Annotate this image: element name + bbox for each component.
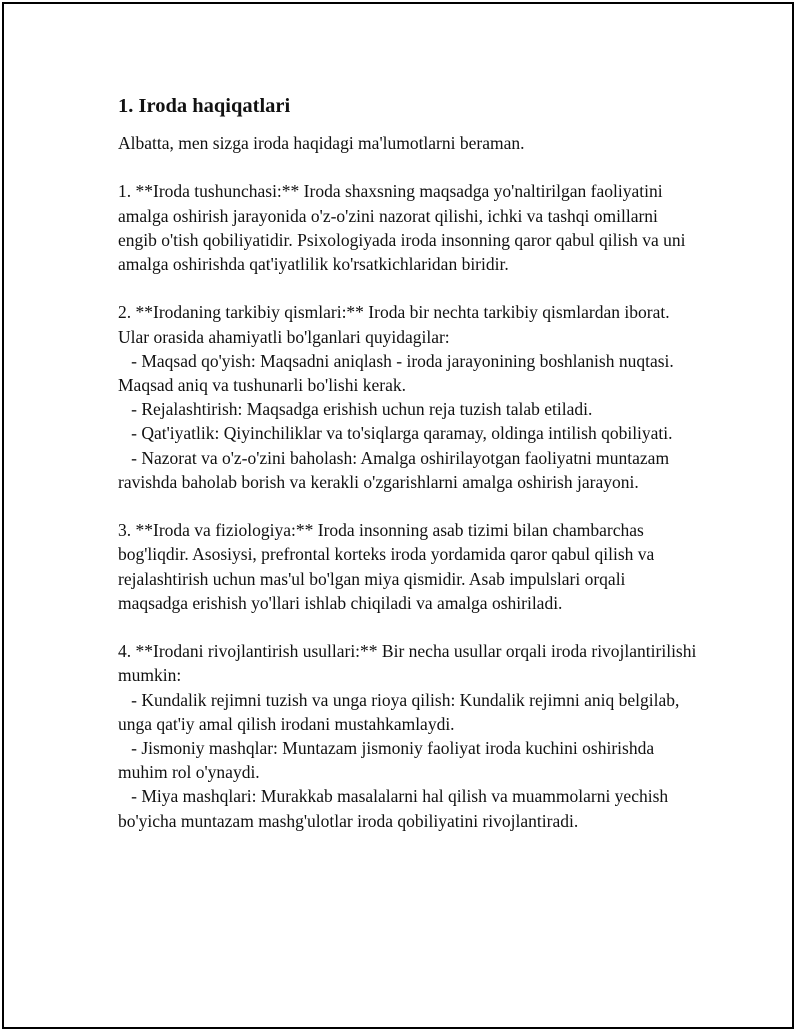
- document-content: [118, 94, 698, 833]
- document-title: 1. Iroda haqiqatlari: [118, 95, 291, 117]
- document-body-text: Albatta, men sizga iroda haqidagi ma'lumotlarni beraman. 1. **Iroda tushunchasi:** Iroda shaxsning maqsadga yo'naltirilgan faoliyatini amalga oshirish jarayonida o'z-o'zini nazorat qilishi, ichki va tashqi omillarni engib o'tish qobiliyatidir. Psixologiyada iroda insonning qaror qabul qilish va uni amalga oshirishda qat'iyatlilik ko'rsatkichlaridan biridir. 2. **Irodaning tarkibiy qismlari:** Iroda bir nechta tarkibiy qismlardan iborat. Ular orasida ahamiyatli bo'lganlari quyidagilar: - Maqsad qo'yish: Maqsadni aniqlash - iroda jarayonining boshlanish nuqtasi. Maqsad aniq va tushunarli bo'lishi kerak. - Rejalashtirish: Maqsadga erishish uchun reja tuzish talab etiladi. - Qat'iyatlik: Qiyinchiliklar va to'siqlarga qaramay, oldinga intilish qobiliyati. - Nazorat va o'z-o'zini baholash: Amalga oshirilayotgan faoliyatni muntazam ravishda baholab borish va kerakli o'zgarishlarni amalga oshirish jarayoni. 3. **Iroda va fiziologiya:** Iroda insonning asab tizimi bilan chambarchas bog'liqdir. Asosiysi, prefrontal korteks iroda yordamida qaror qabul qilish va rejalashtirish uchun mas'ul bo'lgan miya qismidir. Asab impulslari orqali maqsadga erishish yo'llari ishlab chiqiladi va amalga oshiriladi. 4. **Irodani rivojlantirish usullari:** Bir necha usullar orqali iroda rivojlantirilishi mumkin: - Kundalik rejimni tuzish va unga rioya qilish: Kundalik rejimni aniq belgilab, unga qat'iy amal qilish irodani mustahkamlaydi. - Jismoniy mashqlar: Muntazam jismoniy faoliyat iroda kuchini oshirishda muhim rol o'ynaydi. - Miya mashqlari: Murakkab masalalarni hal qilish va muammolarni yechish bo'yicha muntazam mashg'ulotlar iroda qobiliyatini rivojlantiradi.: [118, 133, 697, 831]
